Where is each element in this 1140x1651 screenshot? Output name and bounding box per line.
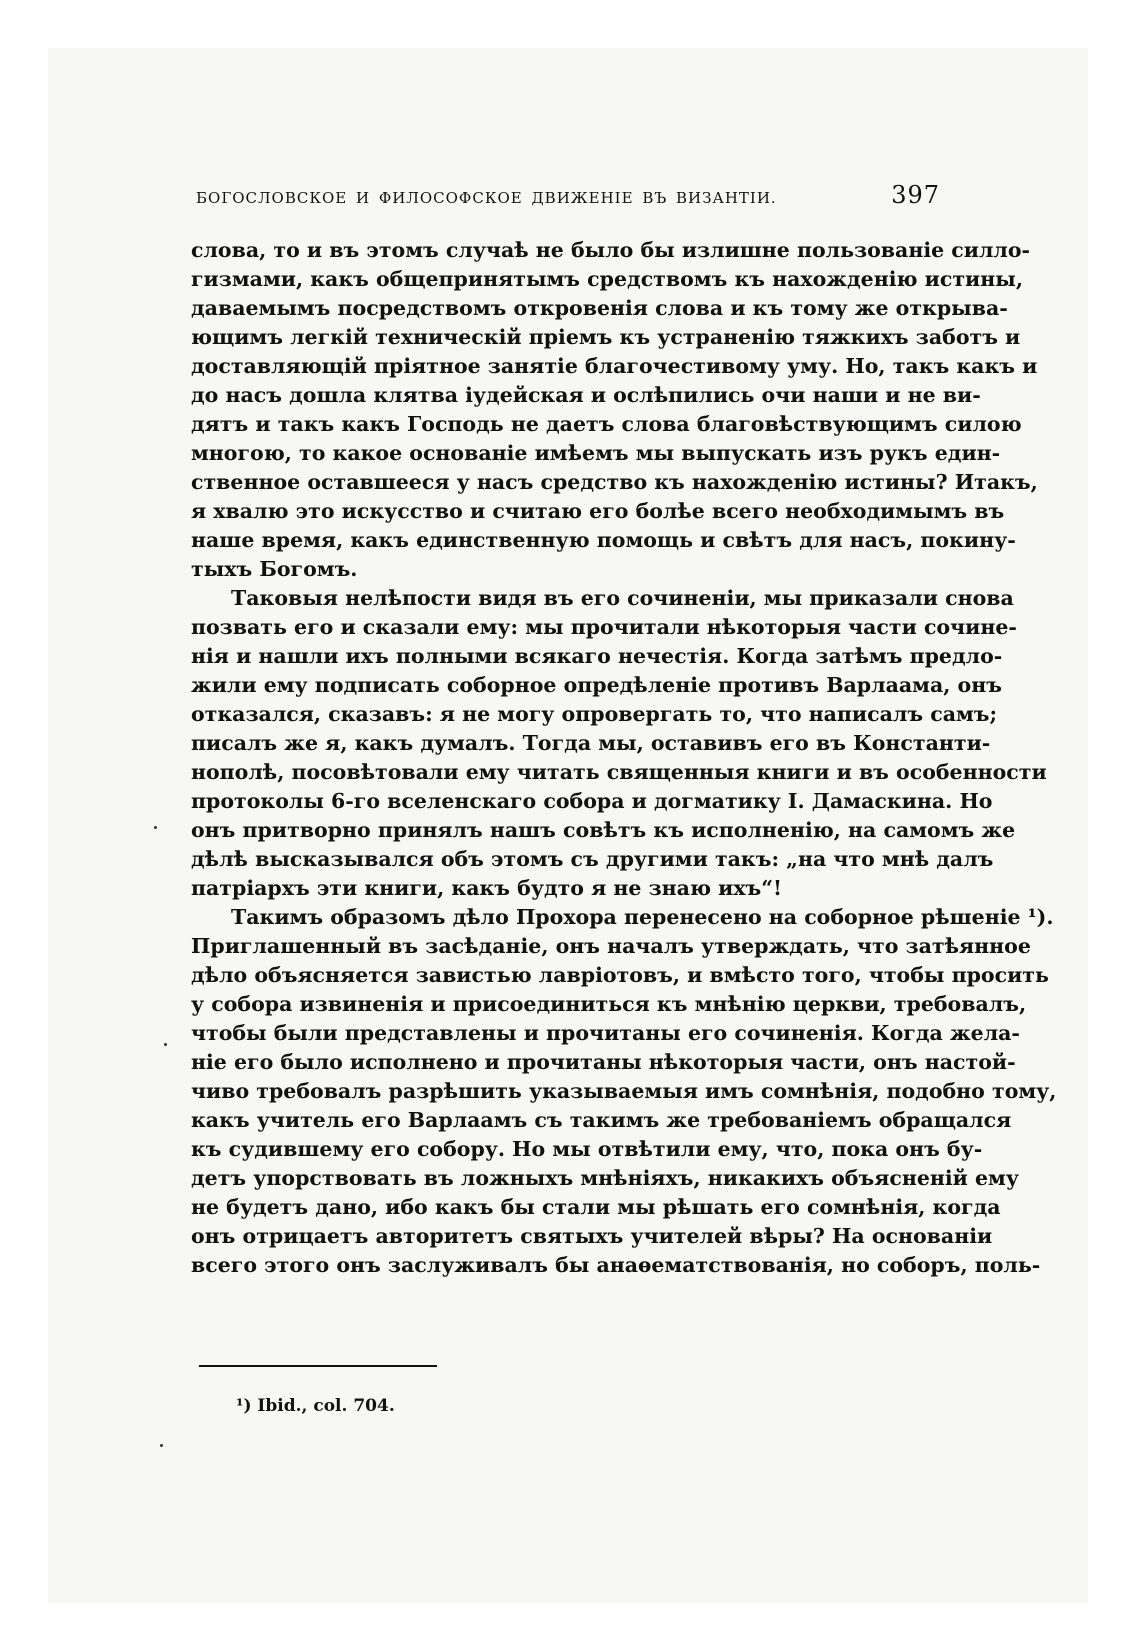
- text-line: нополѣ, посовѣтовали ему читать священныя книги и въ особенности: [191, 760, 1047, 784]
- text-line: всего этого онъ заслуживалъ бы анаѳематствованія, но соборъ, поль-: [191, 1253, 1041, 1277]
- text-line: я хвалю это искусство и считаю его болѣе всего необходимымъ въ: [191, 499, 1005, 523]
- text-line: гизмами, какъ общепринятымъ средствомъ къ нахожденію истины,: [191, 267, 1023, 291]
- page-number: 397: [891, 181, 940, 209]
- text-line: слова, то и въ этомъ случаѣ не было бы излишне пользованіе силло-: [191, 238, 1031, 262]
- text-line: позвать его и сказали ему: мы прочитали нѣкоторыя части сочине-: [191, 615, 1017, 639]
- text-line: онъ отрицаетъ авторитетъ святыхъ учителей вѣры? На основаніи: [191, 1224, 993, 1248]
- scan-speck: [154, 826, 157, 829]
- text-line: чтобы были представлены и прочитаны его сочиненія. Когда жела-: [191, 1021, 1020, 1045]
- text-line: даваемымъ посредствомъ откровенія слова и къ тому же открыва-: [191, 296, 1008, 320]
- text-line: отказался, сказавъ: я не могу опровергать то, что написалъ самъ;: [191, 702, 998, 726]
- paragraph: [191, 584, 1047, 903]
- page-header: [196, 181, 940, 217]
- footnote: ¹) Ibid., col. 704.: [236, 1396, 395, 1416]
- text-line: доставляющій пріятное занятіе благочестивому уму. Но, такъ какъ и: [191, 354, 1038, 378]
- text-line: многою, то какое основаніе имѣемъ мы выпускать изъ рукъ един-: [191, 441, 1001, 465]
- text-line: наше время, какъ единственную помощь и свѣтъ для насъ, покину-: [191, 528, 1016, 552]
- paragraph: [191, 236, 1038, 584]
- text-line: чиво требовалъ разрѣшить указываемыя имъ сомнѣнія, подобно тому,: [191, 1079, 1057, 1103]
- text-line: дѣло объясняется завистью лавріотовъ, и вмѣсто того, чтобы просить: [191, 963, 1049, 987]
- paragraph: [191, 903, 1057, 1280]
- text-line: дѣлѣ высказывался объ этомъ съ другими такъ: „на что мнѣ далъ: [191, 847, 994, 871]
- text-line: не будетъ дано, ибо какъ бы стали мы рѣшать его сомнѣнія, когда: [191, 1195, 1001, 1219]
- text-line: жили ему подписать соборное опредѣленіе противъ Варлаама, онъ: [191, 673, 1002, 697]
- text-line: писалъ же я, какъ думалъ. Тогда мы, оставивъ его въ Константи-: [191, 731, 991, 755]
- text-line: Приглашенный въ засѣданіе, онъ началъ утверждать, что затѣянное: [191, 934, 1031, 958]
- text-line: онъ притворно принялъ нашъ совѣтъ къ исполненію, на самомъ же: [191, 818, 1016, 842]
- text-line: нія и нашли ихъ полными всякаго нечестія. Когда затѣмъ предло-: [191, 644, 1003, 668]
- text-line: какъ учитель его Варлаамъ съ такимъ же требованіемъ обращался: [191, 1108, 1012, 1132]
- body-text: [191, 236, 1057, 1280]
- scan-speck: [164, 1043, 167, 1046]
- text-line: къ судившему его собору. Но мы отвѣтили ему, что, пока онъ бу-: [191, 1137, 983, 1161]
- text-line: тыхъ Богомъ.: [191, 557, 358, 581]
- text-line: у собора извиненія и присоединиться къ мнѣнію церкви, требовалъ,: [191, 992, 1027, 1016]
- text-line: ніе его было исполнено и прочитаны нѣкоторыя части, онъ настой-: [191, 1050, 1016, 1074]
- footnote-divider: [199, 1365, 437, 1367]
- text-line: патріархъ эти книги, какъ будто я не знаю ихъ“!: [191, 876, 783, 900]
- text-line: ственное оставшееся у насъ средство къ нахожденію истины? Итакъ,: [191, 470, 1038, 494]
- text-line: протоколы 6-го вселенскаго собора и догматику І. Дамаскина. Но: [191, 789, 993, 813]
- text-line: детъ упорствовать въ ложныхъ мнѣніяхъ, никакихъ объясненій ему: [191, 1166, 1019, 1190]
- text-line: Таковыя нелѣпости видя въ его сочиненіи, мы приказали снова: [231, 586, 1014, 610]
- running-title: БОГОСЛОВСКОЕ И ФИЛОСОФСКОЕ ДВИЖЕНІЕ ВЪ ВИЗАНТІИ.: [196, 189, 777, 207]
- scan-speck: [160, 1444, 163, 1447]
- text-line: Такимъ образомъ дѣло Прохора перенесено на соборное рѣшеніе ¹).: [231, 905, 1054, 929]
- text-line: дятъ и такъ какъ Господь не даетъ слова благовѣствующимъ силою: [191, 412, 1022, 436]
- text-line: ющимъ легкій техническій пріемъ къ устраненію тяжкихъ заботъ и: [191, 325, 1021, 349]
- text-line: до насъ дошла клятва іудейская и ослѣпились очи наши и не ви-: [191, 383, 981, 407]
